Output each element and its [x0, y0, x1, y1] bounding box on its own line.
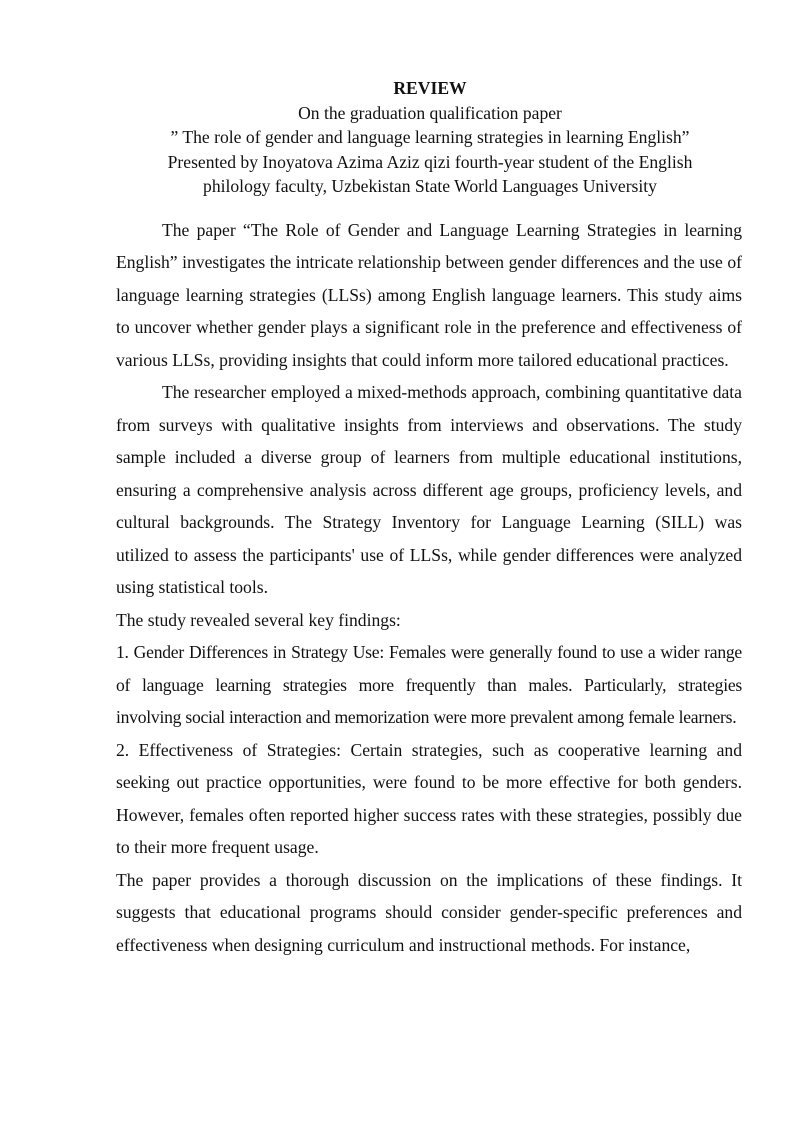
header-line-4: philology faculty, Uzbekistan State World Languages University	[203, 176, 657, 196]
document-header	[112, 76, 748, 199]
paragraph-finding-2: 2. Effectiveness of Strategies: Certain strategies, such as cooperative learning and seeking out practice opportunities, were found to be more effective for both genders. However, females often reported higher success rates with these strategies, possibly due to their more frequent usage.	[116, 739, 742, 857]
paragraph-methods: The researcher employed a mixed-methods approach, combining quantitative data from surveys with qualitative insights from interviews and observations. The study sample included a diverse group of learners from multiple educational institutions, ensuring a comprehensive analysis across different age groups, proficiency levels, and cultural backgrounds. The Strategy Inventory for Language Learning (SILL) was utilized to assess the participants' use of LLSs, while gender differences were analyzed using statistical tools.	[116, 382, 742, 597]
document-title: REVIEW	[393, 78, 467, 98]
header-line-3: Presented by Inoyatova Azima Aziz qizi fourth-year student of the English	[167, 151, 693, 172]
header-line-2: ” The role of gender and language learning strategies in learning English”	[170, 127, 690, 147]
paragraph-finding-1: 1. Gender Differences in Strategy Use: Females were generally found to use a wider range of language learning strategies more frequently than males. Particularly, strategies involving social interaction and memorization were more prevalent among female learners.	[116, 642, 742, 727]
paragraph-intro: The paper “The Role of Gender and Language Learning Strategies in learning English” investigates the intricate relationship between gender differences and the use of language learning strategies (LLSs) among English language learners. This study aims to uncover whether gender plays a significant role in the preference and effectiveness of various LLSs, providing insights that could inform more tailored educational practices.	[116, 219, 742, 370]
document-body	[116, 214, 742, 962]
paragraph-findings-lead: The study revealed several key findings:	[116, 609, 401, 630]
paragraph-discussion: The paper provides a thorough discussion on the implications of these findings. It suggests that educational programs should consider gender-specific preferences and effectiveness when designing curriculum and instructional methods. For instance,	[116, 869, 742, 955]
header-line-1: On the graduation qualification paper	[298, 102, 562, 123]
